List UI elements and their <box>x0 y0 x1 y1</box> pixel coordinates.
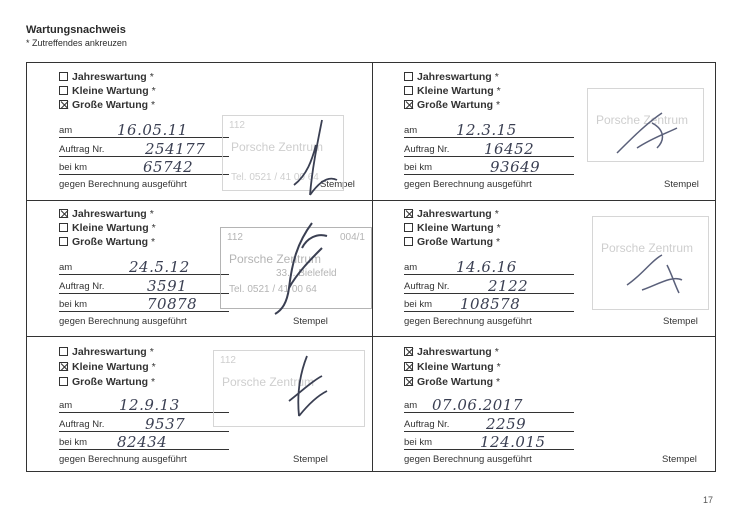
option-grosse-wartung[interactable]: Große Wartung * <box>404 98 500 111</box>
maintenance-entry-5 <box>27 336 372 473</box>
handwritten-mileage: 124.015 <box>480 433 546 451</box>
checkbox[interactable] <box>404 86 413 95</box>
option-jahreswartung[interactable]: Jahreswartung * <box>404 207 499 220</box>
option-kleine-wartung[interactable]: Kleine Wartung * <box>59 360 156 373</box>
maintenance-entry-1 <box>27 63 372 200</box>
mileage-field[interactable]: bei km 108578 <box>404 295 574 312</box>
handwritten-date: 24.5.12 <box>129 258 190 276</box>
checkbox[interactable] <box>59 86 68 95</box>
handwritten-order-number: 3591 <box>147 277 188 295</box>
option-jahreswartung[interactable]: Jahreswartung * <box>59 207 154 220</box>
checkbox[interactable] <box>59 237 68 246</box>
maintenance-entry-6 <box>372 336 717 473</box>
handwritten-order-number: 254177 <box>145 140 206 158</box>
option-kleine-wartung[interactable]: Kleine Wartung * <box>404 360 501 373</box>
handwritten-mileage: 93649 <box>490 158 541 176</box>
order-number-field[interactable]: Auftrag Nr. 3591 <box>59 277 229 294</box>
handwritten-mileage: 65742 <box>143 158 194 176</box>
order-number-field[interactable]: Auftrag Nr. 9537 <box>59 415 229 432</box>
checkbox-checked[interactable] <box>404 347 413 356</box>
maintenance-entry-3 <box>27 200 372 337</box>
option-grosse-wartung[interactable]: Große Wartung * <box>59 235 155 248</box>
handwritten-date: 12.3.15 <box>456 121 517 139</box>
handwritten-mileage: 70878 <box>147 295 198 313</box>
mileage-field[interactable]: bei km 93649 <box>404 158 574 175</box>
order-number-field[interactable]: Auftrag Nr. 16452 <box>404 140 574 157</box>
maintenance-grid <box>26 62 716 472</box>
option-grosse-wartung[interactable]: Große Wartung * <box>59 98 155 111</box>
dealer-stamp: Porsche Zentrum <box>587 88 704 162</box>
handwritten-order-number: 2122 <box>488 277 529 295</box>
executed-note: gegen Berechnung ausgeführt <box>404 316 532 327</box>
handwritten-order-number: 9537 <box>145 415 186 433</box>
signature-image <box>277 351 337 431</box>
checkbox[interactable] <box>404 223 413 232</box>
stamp-label: Stempel <box>293 316 328 327</box>
handwritten-date: 14.6.16 <box>456 258 517 276</box>
signature-image <box>267 218 337 318</box>
option-grosse-wartung[interactable]: Große Wartung * <box>59 375 155 388</box>
order-number-field[interactable]: Auftrag Nr. 2259 <box>404 415 574 432</box>
mileage-field[interactable]: bei km 82434 <box>59 433 229 450</box>
stamp-label: Stempel <box>293 454 328 465</box>
handwritten-date: 12.9.13 <box>119 396 180 414</box>
checkbox[interactable] <box>404 72 413 81</box>
option-kleine-wartung[interactable]: Kleine Wartung * <box>59 221 156 234</box>
executed-note: gegen Berechnung ausgeführt <box>404 179 532 190</box>
option-kleine-wartung[interactable]: Kleine Wartung * <box>404 221 501 234</box>
signature-image <box>607 103 687 163</box>
handwritten-date: 07.06.2017 <box>432 396 523 414</box>
signature-image <box>617 245 697 305</box>
maintenance-entry-2 <box>372 63 717 200</box>
option-kleine-wartung[interactable]: Kleine Wartung * <box>404 84 501 97</box>
executed-note: gegen Berechnung ausgeführt <box>59 454 187 465</box>
checkbox-checked[interactable] <box>404 362 413 371</box>
handwritten-order-number: 2259 <box>486 415 527 433</box>
checkbox[interactable] <box>59 377 68 386</box>
dealer-stamp: 112 Porsche Zentrum Tel. 0521 / 41 00 64 <box>222 115 344 191</box>
dealer-stamp: Porsche Zentrum <box>592 216 709 310</box>
page-number: 17 <box>703 495 714 505</box>
checkbox-checked[interactable] <box>59 100 68 109</box>
order-number-field[interactable]: Auftrag Nr. 254177 <box>59 140 229 157</box>
stamp-label: Stempel <box>663 316 698 327</box>
signature-image <box>282 115 352 205</box>
page-title: Wartungsnachweis <box>26 24 126 36</box>
dealer-stamp: 112 004/1 Porsche Zentrum 33... Bielefeld Tel. 0521 / 41 00 64 <box>220 227 372 309</box>
checkbox-checked[interactable] <box>59 209 68 218</box>
option-jahreswartung[interactable]: Jahreswartung * <box>59 345 154 358</box>
executed-note: gegen Berechnung ausgeführt <box>59 316 187 327</box>
checkbox-checked[interactable] <box>404 377 413 386</box>
option-kleine-wartung[interactable]: Kleine Wartung * <box>59 84 156 97</box>
instruction-note: * Zutreffendes ankreuzen <box>26 38 127 48</box>
date-field[interactable]: am 24.5.12 <box>59 258 229 275</box>
executed-note: gegen Berechnung ausgeführt <box>59 179 187 190</box>
checkbox-checked[interactable] <box>59 362 68 371</box>
mileage-field[interactable]: bei km 65742 <box>59 158 229 175</box>
maintenance-entry-4 <box>372 200 717 337</box>
checkbox[interactable] <box>59 347 68 356</box>
date-field[interactable]: am 07.06.2017 <box>404 396 574 413</box>
executed-note: gegen Berechnung ausgeführt <box>404 454 532 465</box>
handwritten-order-number: 16452 <box>484 140 535 158</box>
option-jahreswartung[interactable]: Jahreswartung * <box>59 70 154 83</box>
checkbox[interactable] <box>59 223 68 232</box>
date-field[interactable]: am 12.9.13 <box>59 396 229 413</box>
option-grosse-wartung[interactable]: Große Wartung * <box>404 375 500 388</box>
date-field[interactable]: am 16.05.11 <box>59 121 229 138</box>
option-jahreswartung[interactable]: Jahreswartung * <box>404 345 499 358</box>
option-jahreswartung[interactable]: Jahreswartung * <box>404 70 499 83</box>
checkbox-checked[interactable] <box>404 209 413 218</box>
checkbox-checked[interactable] <box>404 100 413 109</box>
date-field[interactable]: am 14.6.16 <box>404 258 574 275</box>
handwritten-date: 16.05.11 <box>117 121 188 139</box>
handwritten-mileage: 82434 <box>117 433 168 451</box>
dealer-stamp: 112 Porsche Zentrum <box>213 350 365 427</box>
stamp-label: Stempel <box>320 179 355 190</box>
checkbox[interactable] <box>404 237 413 246</box>
date-field[interactable]: am 12.3.15 <box>404 121 574 138</box>
checkbox[interactable] <box>59 72 68 81</box>
mileage-field[interactable]: bei km 124.015 <box>404 433 574 450</box>
stamp-label: Stempel <box>662 454 697 465</box>
handwritten-mileage: 108578 <box>460 295 521 313</box>
stamp-label: Stempel <box>664 179 699 190</box>
mileage-field[interactable]: bei km 70878 <box>59 295 229 312</box>
option-grosse-wartung[interactable]: Große Wartung * <box>404 235 500 248</box>
order-number-field[interactable]: Auftrag Nr. 2122 <box>404 277 574 294</box>
